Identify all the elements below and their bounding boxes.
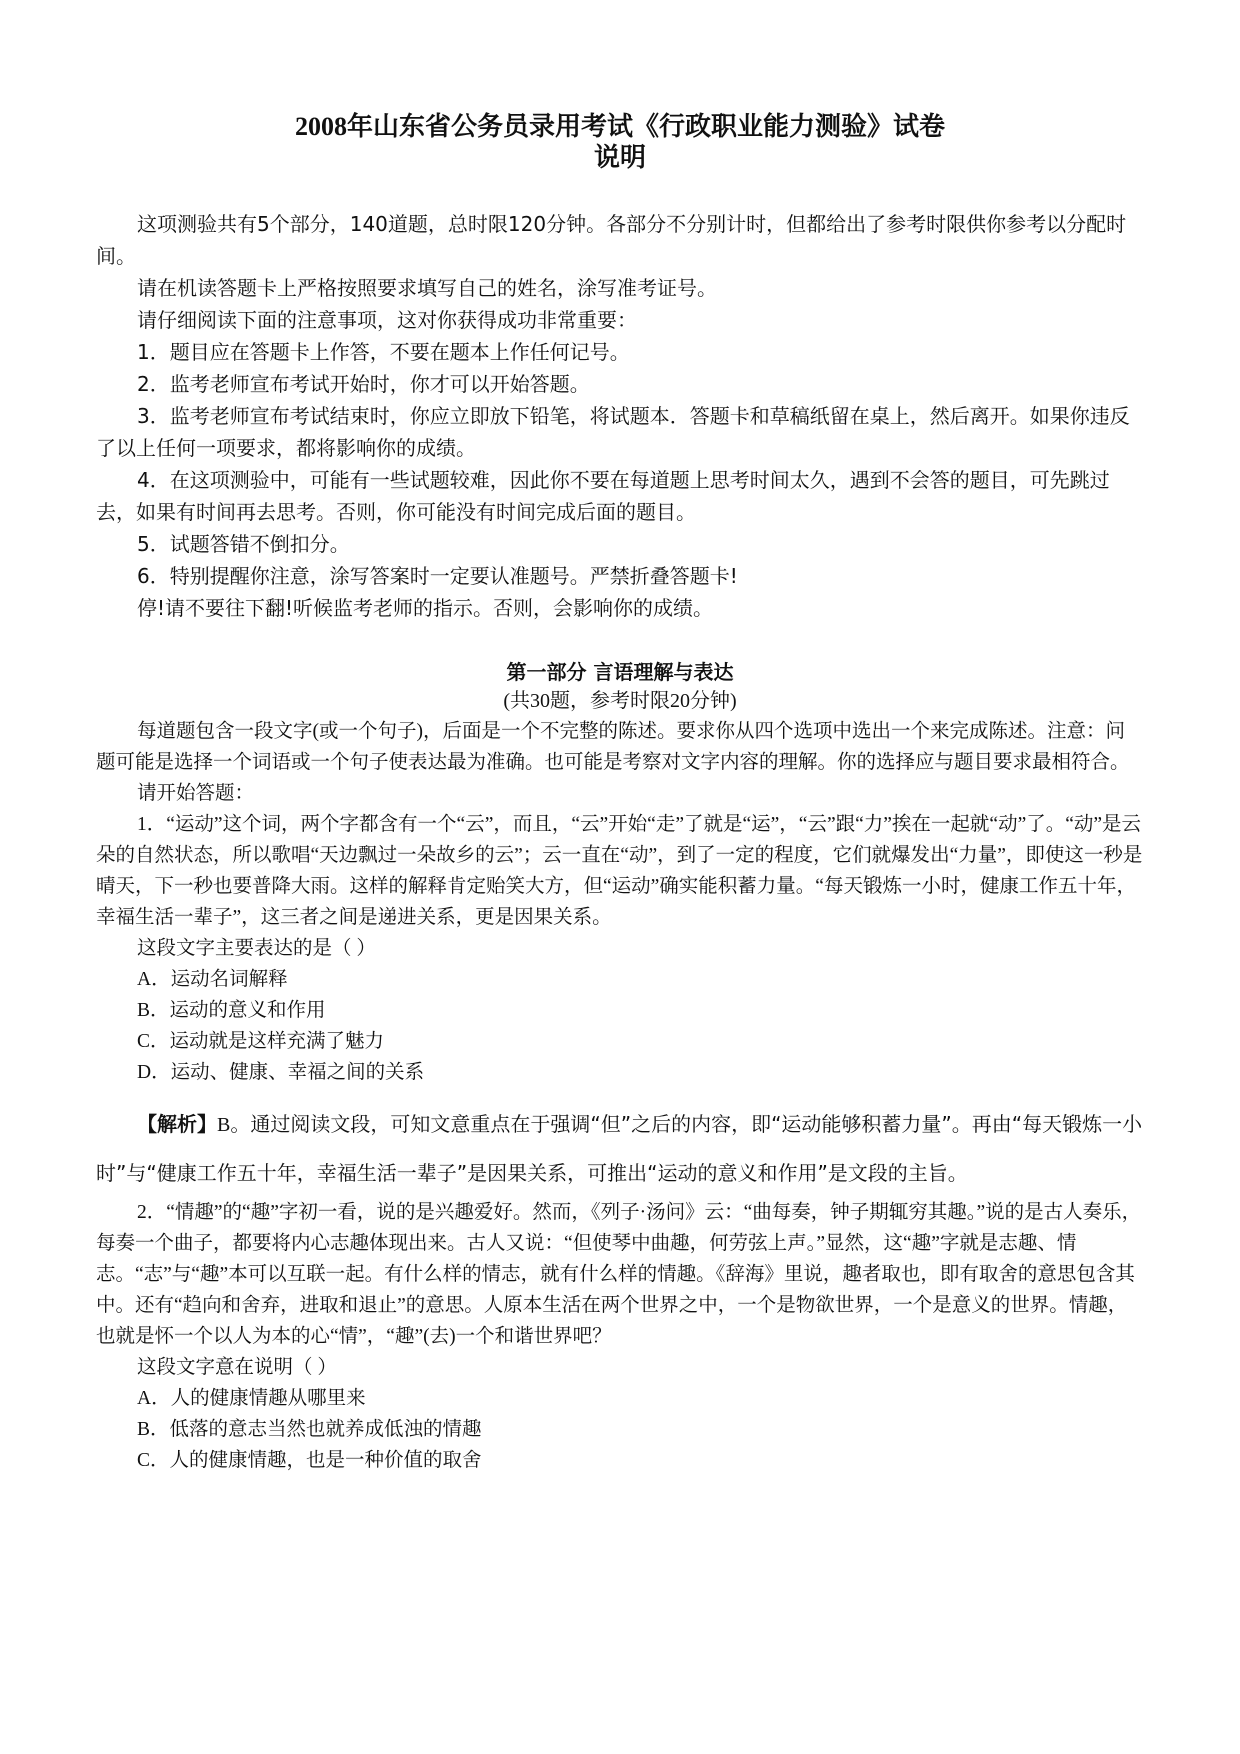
- answer-option: B．运动的意义和作用: [137, 1000, 326, 1021]
- question-passage: 2．“情趣”的“趣”字初一看，说的是兴趣爱好。然而，《列子·汤问》云：“曲每奏，钟子期辄穷其趣。”说的是古人奏乐，每奏一个曲子，都要将内心志趣体现出来。古人又说：“但使琴中曲趣，何劳弦上声。”显然，这“趣”字就是志趣、情志。“志”与“趣”本可以互联一起。有什么样的情志，就有什么样的情趣。《辞海》里说，趣者取也，即有取舍的意思包含其中。还有“趋向和舍弃，进取和退止”的意思。人原本生活在两个世界之中，一个是物欲世界，一个是意义的世界。情趣，也就是怀一个以人为本的心“情”，“趣”(去)一个和谐世界吧？: [96, 1202, 1142, 1347]
- instruction-item: 3．监考老师宣布考试结束时，你应立即放下铅笔，将试题本．答题卡和草稿纸留在桌上，然后离开。如果你违反了以上任何一项要求，都将影响你的成绩。: [96, 404, 1130, 460]
- instruction-item: 6．特别提醒你注意，涂写答案时一定要认准题号。严禁折叠答题卡!: [137, 564, 738, 588]
- answer-option: D．运动、健康、幸福之间的关系: [137, 1062, 425, 1083]
- question-2-block: [96, 1197, 1144, 1476]
- document-title: 2008年山东省公务员录用考试《行政职业能力测验》试卷: [294, 112, 945, 141]
- instructions-paragraph: 请在机读答题卡上严格按照要求填写自己的姓名，涂写准考证号。: [137, 276, 717, 300]
- section-note: (共30题，参考时限20分钟): [503, 690, 737, 712]
- section-body: [96, 716, 1144, 1088]
- section-intro: 每道题包含一段文字(或一个句子)，后面是一个不完整的陈述。要求你从四个选项中选出一个来完成陈述。注意：问题可能是选择一个词语或一个句子使表达最为准确。也可能是考察对文字内容的理解。你的选择应与题目要求最相符合。: [96, 721, 1130, 773]
- stop-notice: 停!请不要往下翻!听候监考老师的指示。否则，会影响你的成绩。: [137, 596, 714, 620]
- analysis-answer: B: [217, 1114, 231, 1136]
- section-heading: 第一部分 言语理解与表达: [506, 660, 734, 684]
- answer-option: A．人的健康情趣从哪里来: [137, 1388, 366, 1409]
- answer-option: B．低落的意志当然也就养成低浊的情趣: [137, 1419, 482, 1440]
- answer-option: C．人的健康情趣，也是一种价值的取舍: [137, 1450, 482, 1471]
- analysis-text: 。通过阅读文段，可知文意重点在于强调“但”之后的内容，即“运动能够积蓄力量”。再由“每天锻炼一小时”与“健康工作五十年，幸福生活一辈子”是因果关系，可推出“运动的意义和作用”是文段的主旨。: [96, 1112, 1143, 1185]
- instruction-item: 5．试题答错不倒扣分。: [137, 532, 350, 556]
- answer-option: A．运动名词解释: [137, 969, 288, 990]
- instructions-block: [96, 208, 1144, 624]
- instruction-item: 1．题目应在答题卡上作答，不要在题本上作任何记号。: [137, 340, 630, 364]
- analysis-label: 【解析】: [137, 1112, 217, 1136]
- instruction-item: 2．监考老师宣布考试开始时，你才可以开始答题。: [137, 372, 590, 396]
- instructions-paragraph: 这项测验共有5个部分，140道题，总时限120分钟。各部分不分别计时，但都给出了参考时限供你参考以分配时间。: [96, 212, 1127, 268]
- analysis-paragraph: [96, 1100, 1144, 1197]
- question-passage: 1．“运动”这个词，两个字都含有一个“云”，而且，“云”开始“走”了就是“运”，“云”跟“力”挨在一起就“动”了。“动”是云朵的自然状态，所以歌唱“天边飘过一朵故乡的云”；云一直在“动”，到了一定的程度，它们就爆发出“力量”，即使这一秒是晴天，下一秒也要普降大雨。这样的解释肯定贻笑大方，但“运动”确实能积蓄力量。“每天锻炼一小时，健康工作五十年，幸福生活一辈子”，这三者之间是递进关系，更是因果关系。: [96, 814, 1143, 928]
- start-prompt: 请开始答题：: [137, 783, 255, 804]
- question-stem: 这段文字主要表达的是（ ）: [137, 938, 376, 959]
- answer-option: C．运动就是这样充满了魅力: [137, 1031, 385, 1052]
- question-stem: 这段文字意在说明（ ）: [137, 1357, 337, 1378]
- document-subtitle: 说明: [593, 143, 646, 173]
- instructions-paragraph: 请仔细阅读下面的注意事项，这对你获得成功非常重要：: [137, 308, 637, 332]
- instruction-item: 4．在这项测验中，可能有一些试题较难，因此你不要在每道题上思考时间太久，遇到不会答的题目，可先跳过去，如果有时间再去思考。否则，你可能没有时间完成后面的题目。: [96, 468, 1110, 524]
